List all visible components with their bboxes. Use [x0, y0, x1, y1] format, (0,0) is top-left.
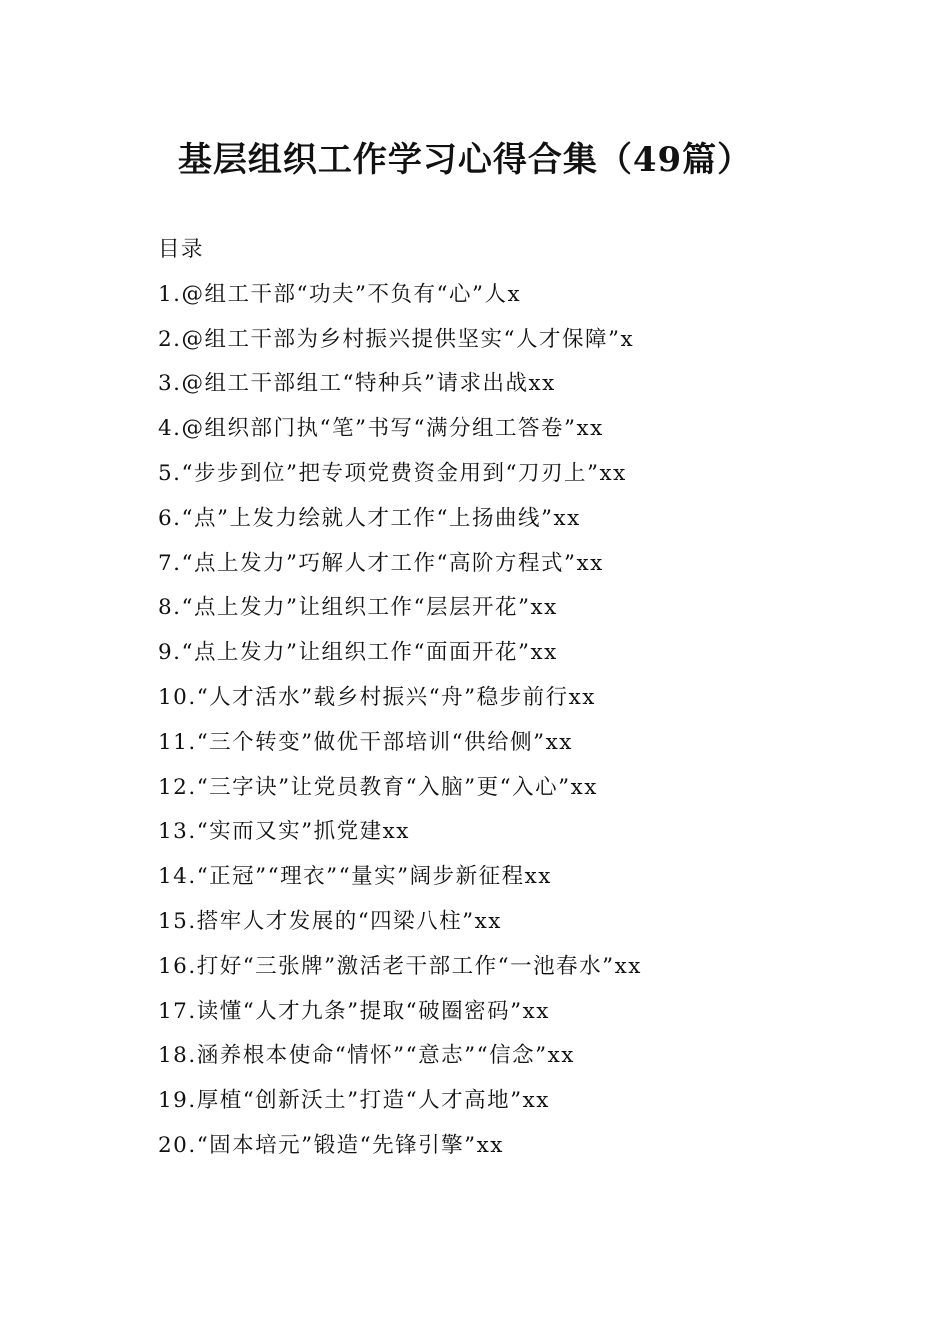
toc-item-18: 18.涵养根本使命“情怀”“意志”“信念”xx: [158, 1043, 575, 1069]
toc-heading: 目录: [158, 237, 205, 262]
toc-item-19: 19.厚植“创新沃土”打造“人才高地”xx: [158, 1088, 550, 1114]
toc-item-10: 10.“人才活水”载乡村振兴“舟”稳步前行xx: [158, 684, 596, 710]
toc-item-8: 8.“点上发力”让组织工作“层层开花”xx: [158, 595, 558, 621]
toc-item-5: 5.“步步到位”把专项党费资金用到“刀刃上”xx: [158, 460, 627, 486]
toc-item-1: 1.@组工干部“功夫”不负有“心”人x: [158, 281, 522, 307]
toc-item-20: 20.“固本培元”锻造“先锋引擎”xx: [158, 1132, 504, 1158]
toc-item-17: 17.读懂“人才九条”提取“破圈密码”xx: [158, 998, 550, 1024]
table-of-contents: [158, 228, 898, 1169]
toc-item-6: 6.“点”上发力绘就人才工作“上扬曲线”xx: [158, 505, 581, 531]
toc-item-11: 11.“三个转变”做优干部培训“供给侧”xx: [158, 729, 573, 755]
toc-item-14: 14.“正冠”“理衣”“量实”阔步新征程xx: [158, 864, 552, 890]
toc-item-13: 13.“实而又实”抓党建xx: [158, 819, 410, 845]
toc-item-15: 15.搭牢人才发展的“四梁八柱”xx: [158, 908, 502, 934]
toc-item-2: 2.@组工干部为乡村振兴提供坚实“人才保障”x: [158, 326, 635, 352]
toc-item-3: 3.@组工干部组工“特种兵”请求出战xx: [158, 371, 556, 397]
document-title: 基层组织工作学习心得合集（49篇）: [177, 140, 753, 180]
toc-item-16: 16.打好“三张牌”激活老干部工作“一池春水”xx: [158, 953, 642, 979]
toc-list: [158, 273, 898, 1169]
toc-item-7: 7.“点上发力”巧解人才工作“高阶方程式”xx: [158, 550, 604, 576]
toc-item-9: 9.“点上发力”让组织工作“面面开花”xx: [158, 640, 558, 666]
toc-item-12: 12.“三字诀”让党员教育“入脑”更“入心”xx: [158, 774, 598, 800]
toc-item-4: 4.@组织部门执“笔”书写“满分组工答卷”xx: [158, 416, 604, 442]
